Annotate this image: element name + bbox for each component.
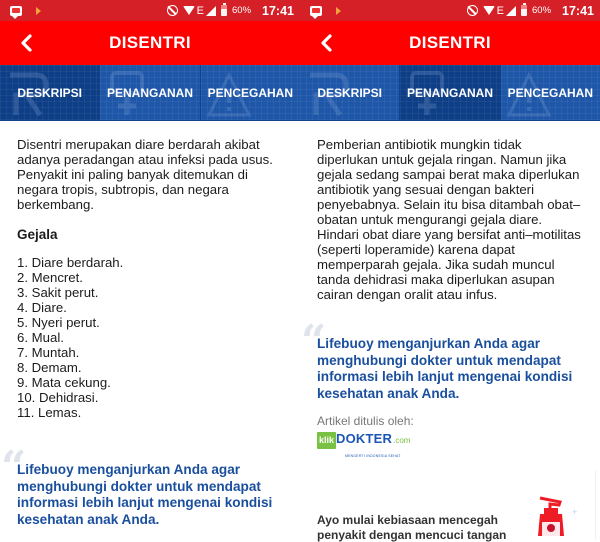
battery-percent: 60% bbox=[532, 5, 552, 16]
treatment-paragraph: Pemberian antibiotik mungkin tidak diperlukan untuk gejala ringan. Namun jika gejala sedang sampai berat maka diperlukan antibiotik yang sesuai dengan bakteri penyebabnya. Selain itu bisa ditambah obat–obatan untuk mengurangi gejala diare. Hindari obat diare yang bersifat anti–motilitas (seperti loperamide) karena dapat memperparah gejala. Jika sudah muncul tanda dehidrasi maka diperlukan asupan cairan dengan oralit atau infus. bbox=[317, 137, 581, 302]
list-item: 6. Mual. bbox=[17, 330, 64, 345]
list-item: 9. Mata cekung. bbox=[17, 375, 111, 390]
play-notification-icon bbox=[336, 7, 341, 15]
clock: 17:41 bbox=[262, 3, 294, 18]
symptoms-list bbox=[17, 255, 283, 420]
status-bar bbox=[0, 0, 300, 21]
list-item: 4. Diare. bbox=[17, 300, 67, 315]
promo-headline: Ayo mulai kebiasaan mencegah bbox=[317, 513, 498, 527]
back-button[interactable] bbox=[14, 31, 38, 55]
list-item: 7. Muntah. bbox=[17, 345, 80, 360]
list-item: 10. Dehidrasi. bbox=[17, 390, 99, 405]
battery-percent: 60% bbox=[232, 5, 252, 16]
screen-penanganan bbox=[300, 0, 600, 542]
network-type: E bbox=[496, 4, 504, 17]
screen-deskripsi bbox=[0, 0, 300, 533]
page-title: DISENTRI bbox=[109, 33, 191, 52]
network-type: E bbox=[196, 4, 204, 17]
promo-headline-line2: penyakit dengan mencuci tangan bbox=[317, 528, 507, 542]
soap-bottle-image bbox=[532, 496, 572, 536]
quote-icon: “ bbox=[301, 316, 327, 367]
clock: 17:41 bbox=[562, 3, 594, 18]
wifi-icon bbox=[483, 6, 495, 15]
tab-bar bbox=[300, 65, 600, 121]
sparkle-icon: + bbox=[572, 507, 578, 517]
wifi-icon bbox=[183, 6, 195, 15]
do-not-disturb-icon bbox=[467, 5, 478, 16]
signal-icon bbox=[506, 6, 516, 16]
description-content bbox=[0, 121, 300, 528]
treatment-content bbox=[300, 121, 600, 464]
do-not-disturb-icon bbox=[167, 5, 178, 16]
signal-icon bbox=[206, 6, 216, 16]
promo-card[interactable] bbox=[300, 470, 600, 540]
tab-deskripsi[interactable]: DESKRIPSI bbox=[0, 65, 99, 120]
chevron-left-icon bbox=[319, 34, 333, 52]
chat-notification-icon bbox=[310, 6, 322, 16]
back-button[interactable] bbox=[314, 31, 338, 55]
tab-penanganan[interactable]: PENANGANAN bbox=[99, 65, 199, 120]
battery-icon bbox=[521, 5, 527, 16]
description-paragraph: Disentri merupakan diare berdarah akibat adanya peradangan atau infeksi pada usus. Penyakit ini paling banyak ditemukan di negara tropis, subtropis, dan negara berkembang. bbox=[17, 137, 273, 212]
author-label: Artikel ditulis oleh: bbox=[317, 414, 414, 428]
advice-quote bbox=[1, 442, 283, 528]
list-item: 3. Sakit perut. bbox=[17, 285, 99, 300]
list-item: 8. Demam. bbox=[17, 360, 82, 375]
symptoms-heading: Gejala bbox=[17, 227, 58, 242]
list-item: 2. Mencret. bbox=[17, 270, 83, 285]
play-notification-icon bbox=[36, 7, 41, 15]
tab-pencegahan[interactable]: PENCEGAHAN bbox=[500, 65, 600, 120]
tab-deskripsi[interactable]: DESKRIPSI bbox=[300, 65, 399, 120]
tab-pencegahan[interactable]: PENCEGAHAN bbox=[200, 65, 300, 120]
chevron-left-icon bbox=[19, 34, 33, 52]
battery-icon bbox=[221, 5, 227, 16]
page-title: DISENTRI bbox=[409, 33, 491, 52]
quote-text: Lifebuoy menganjurkan Anda agar menghubungi dokter untuk mendapat informasi lebih lanjut mengenai kondisi kesehatan anak Anda. bbox=[17, 462, 273, 527]
klikdokter-logo[interactable]: klik DOKTER .com bbox=[317, 431, 583, 449]
tab-penanganan[interactable]: PENANGANAN bbox=[399, 65, 499, 120]
chat-notification-icon bbox=[10, 6, 22, 16]
tab-bar bbox=[0, 65, 300, 121]
status-bar bbox=[300, 0, 600, 21]
list-item: 5. Nyeri perut. bbox=[17, 315, 100, 330]
list-item: 1. Diare berdarah. bbox=[17, 255, 124, 270]
list-item: 11. Lemas. bbox=[17, 405, 82, 420]
quote-text: Lifebuoy menganjurkan Anda agar menghubungi dokter untuk mendapat informasi lebih lanjut mengenai kondisi kesehatan anak Anda. bbox=[317, 336, 573, 401]
logo-tagline: MENGERTI INDONESIA SEHAT bbox=[345, 454, 401, 458]
app-bar bbox=[0, 21, 300, 65]
app-bar bbox=[300, 21, 600, 65]
quote-icon: “ bbox=[1, 442, 27, 493]
advice-quote bbox=[301, 316, 583, 402]
